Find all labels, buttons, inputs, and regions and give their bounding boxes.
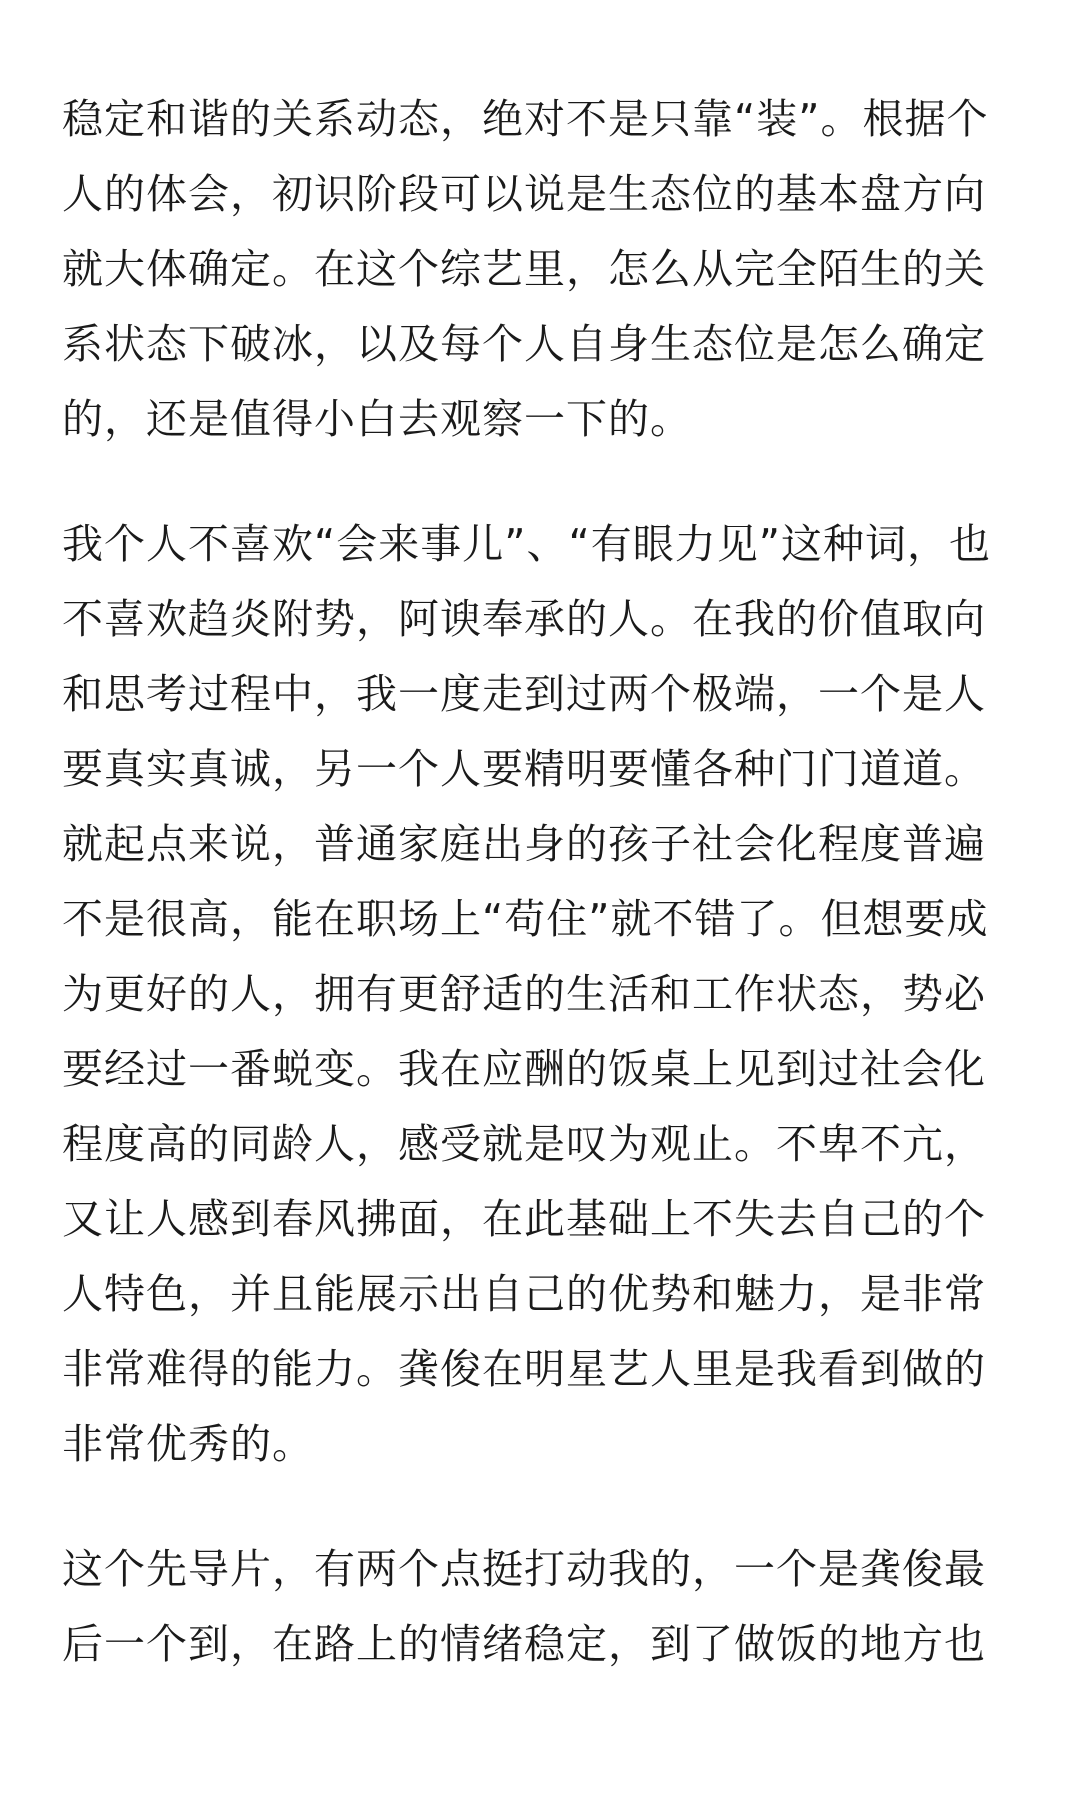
text-line: 人的体会，初识阶段可以说是生态位的基本盘方向 (62, 170, 986, 218)
text-line: 人特色，并且能展示出自己的优势和魅力，是非常 (62, 1270, 986, 1318)
text-line: 稳定和谐的关系动态，绝对不是只靠“装”。根据个 (62, 95, 989, 143)
text-line: 不喜欢趋炎附势，阿谀奉承的人。在我的价值取向 (62, 595, 986, 643)
text-line: 非常难得的能力。龚俊在明星艺人里是我看到做的 (62, 1345, 986, 1393)
text-line: 就大体确定。在这个综艺里，怎么从完全陌生的关 (62, 245, 986, 293)
text-line: 的，还是值得小白去观察一下的。 (62, 395, 692, 443)
paragraph-3 (62, 1532, 1032, 1682)
text-line: 和思考过程中，我一度走到过两个极端，一个是人 (62, 670, 986, 718)
text-line: 程度高的同龄人，感受就是叹为观止。不卑不亢， (62, 1120, 986, 1168)
text-line: 要经过一番蜕变。我在应酬的饭桌上见到过社会化 (62, 1045, 986, 1093)
text-line: 我个人不喜欢“会来事儿”、“有眼力见”这种词，也 (62, 520, 991, 568)
text-line: 这个先导片，有两个点挺打动我的，一个是龚俊最 (62, 1545, 986, 1593)
text-line: 非常优秀的。 (62, 1420, 314, 1468)
text-line: 为更好的人，拥有更舒适的生活和工作状态，势必 (62, 970, 986, 1018)
article-body (62, 82, 1032, 1732)
text-line: 又让人感到春风拂面，在此基础上不失去自己的个 (62, 1195, 986, 1243)
text-line: 要真实真诚，另一个人要精明要懂各种门门道道。 (62, 745, 986, 793)
paragraph-1 (62, 82, 1032, 457)
paragraph-2 (62, 507, 1032, 1482)
text-line: 系状态下破冰，以及每个人自身生态位是怎么确定 (62, 320, 986, 368)
text-line: 不是很高，能在职场上“苟住”就不错了。但想要成 (62, 895, 989, 943)
text-line: 就起点来说，普通家庭出身的孩子社会化程度普遍 (62, 820, 986, 868)
text-line: 后一个到，在路上的情绪稳定，到了做饭的地方也 (62, 1620, 986, 1668)
